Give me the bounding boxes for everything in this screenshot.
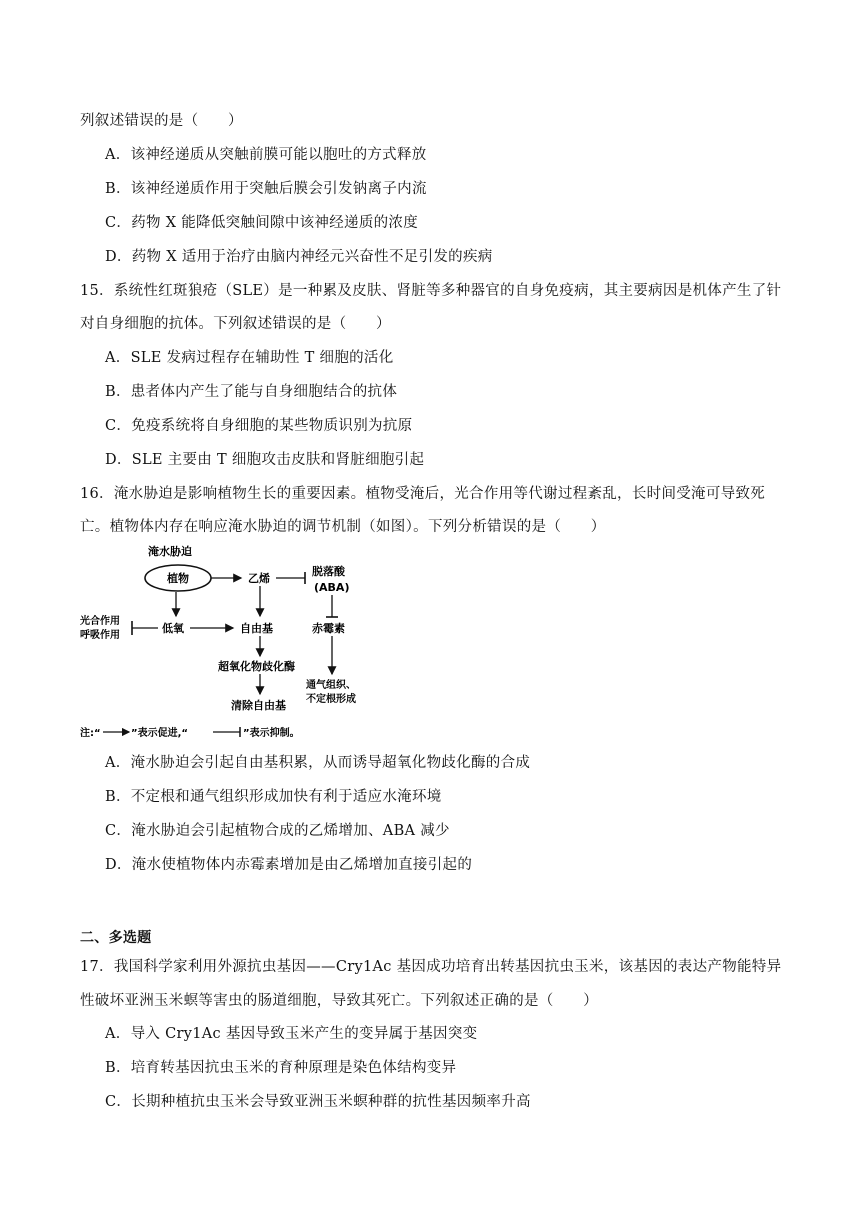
q16-option-c: C．淹水胁迫会引起植物合成的乙烯增加、ABA 减少 xyxy=(105,823,450,839)
q15-option-a: A．SLE 发病过程存在辅助性 T 细胞的活化 xyxy=(105,350,394,366)
diagram-label-free-radical: 自由基 xyxy=(240,622,273,635)
flooding-stress-diagram xyxy=(80,543,410,743)
diagram-note-suffix: ”表示抑制。 xyxy=(243,728,300,739)
q15-stem-line1: 15．系统性红斑狼疮（SLE）是一种累及皮肤、肾脏等多种器官的自身免疫病，其主要病因是机体产生了针 xyxy=(80,283,782,299)
diagram-label-flooding: 淹水胁迫 xyxy=(148,545,192,558)
diagram-label-hypoxia: 低氧 xyxy=(162,622,184,635)
q14-option-b: B．该神经递质作用于突触后膜会引发钠离子内流 xyxy=(105,181,427,197)
regulation-diagram-svg xyxy=(80,543,410,743)
q16-option-b: B．不定根和通气组织形成加快有利于适应水淹环境 xyxy=(105,789,442,805)
diagram-note-mid: ”表示促进,“ xyxy=(131,728,188,739)
q17-option-c: C．长期种植抗虫玉米会导致亚洲玉米螟种群的抗性基因频率升高 xyxy=(105,1094,531,1110)
q14-option-c: C．药物 X 能降低突触间隙中该神经递质的浓度 xyxy=(105,215,419,231)
q15-option-d: D．SLE 主要由 T 细胞攻击皮肤和肾脏细胞引起 xyxy=(105,452,425,468)
diagram-label-aerenchyma-line1: 通气组织、 xyxy=(306,680,356,691)
diagram-label-aba-line1: 脱落酸 xyxy=(312,565,345,578)
diagram-label-aerenchyma-line2: 不定根形成 xyxy=(306,694,356,705)
section-heading-multi-choice: 二、多选题 xyxy=(80,930,152,946)
diagram-label-plant: 植物 xyxy=(167,572,189,585)
diagram-label-photosynthesis: 光合作用 xyxy=(80,616,120,627)
q17-option-b: B．培育转基因抗虫玉米的育种原理是染色体结构变异 xyxy=(105,1060,457,1076)
diagram-note-prefix: 注:“ xyxy=(80,728,101,739)
diagram-label-gibberellin: 赤霉素 xyxy=(312,622,345,635)
q16-stem-line1: 16．淹水胁迫是影响植物生长的重要因素。植物受淹后，光合作用等代谢过程紊乱，长时间受淹可导致死 xyxy=(80,486,766,502)
q15-option-b: B．患者体内产生了能与自身细胞结合的抗体 xyxy=(105,384,398,400)
diagram-label-ethylene: 乙烯 xyxy=(248,572,270,585)
q16-stem-line2: 亡。植物体内存在响应淹水胁迫的调节机制（如图）。下列分析错误的是（ ） xyxy=(80,519,606,535)
diagram-label-clear-radical: 清除自由基 xyxy=(231,699,286,712)
q14-stem-tail: 列叙述错误的是（ ） xyxy=(80,113,243,129)
diagram-label-sod: 超氧化物歧化酶 xyxy=(218,660,295,673)
q15-stem-line2: 对自身细胞的抗体。下列叙述错误的是（ ） xyxy=(80,316,391,332)
q15-option-c: C．免疫系统将自身细胞的某些物质识别为抗原 xyxy=(105,418,413,434)
q16-option-d: D．淹水使植物体内赤霉素增加是由乙烯增加直接引起的 xyxy=(105,857,473,873)
q16-option-a: A．淹水胁迫会引起自由基积累，从而诱导超氧化物歧化酶的合成 xyxy=(105,755,531,771)
q17-stem-line2: 性破坏亚洲玉米螟等害虫的肠道细胞，导致其死亡。下列叙述正确的是（ ） xyxy=(80,993,598,1009)
diagram-label-respiration: 呼吸作用 xyxy=(80,630,120,641)
q14-option-a: A．该神经递质从突触前膜可能以胞吐的方式释放 xyxy=(105,147,427,163)
diagram-label-aba-line2: (ABA) xyxy=(314,581,350,594)
q17-option-a: A．导入 Cry1Ac 基因导致玉米产生的变异属于基因突变 xyxy=(105,1026,478,1042)
q17-stem-line1: 17．我国科学家利用外源抗虫基因——Cry1Ac 基因成功培育出转基因抗虫玉米，该基因的表达产物能特异 xyxy=(80,959,782,975)
q14-option-d: D．药物 X 适用于治疗由脑内神经元兴奋性不足引发的疾病 xyxy=(105,249,493,265)
